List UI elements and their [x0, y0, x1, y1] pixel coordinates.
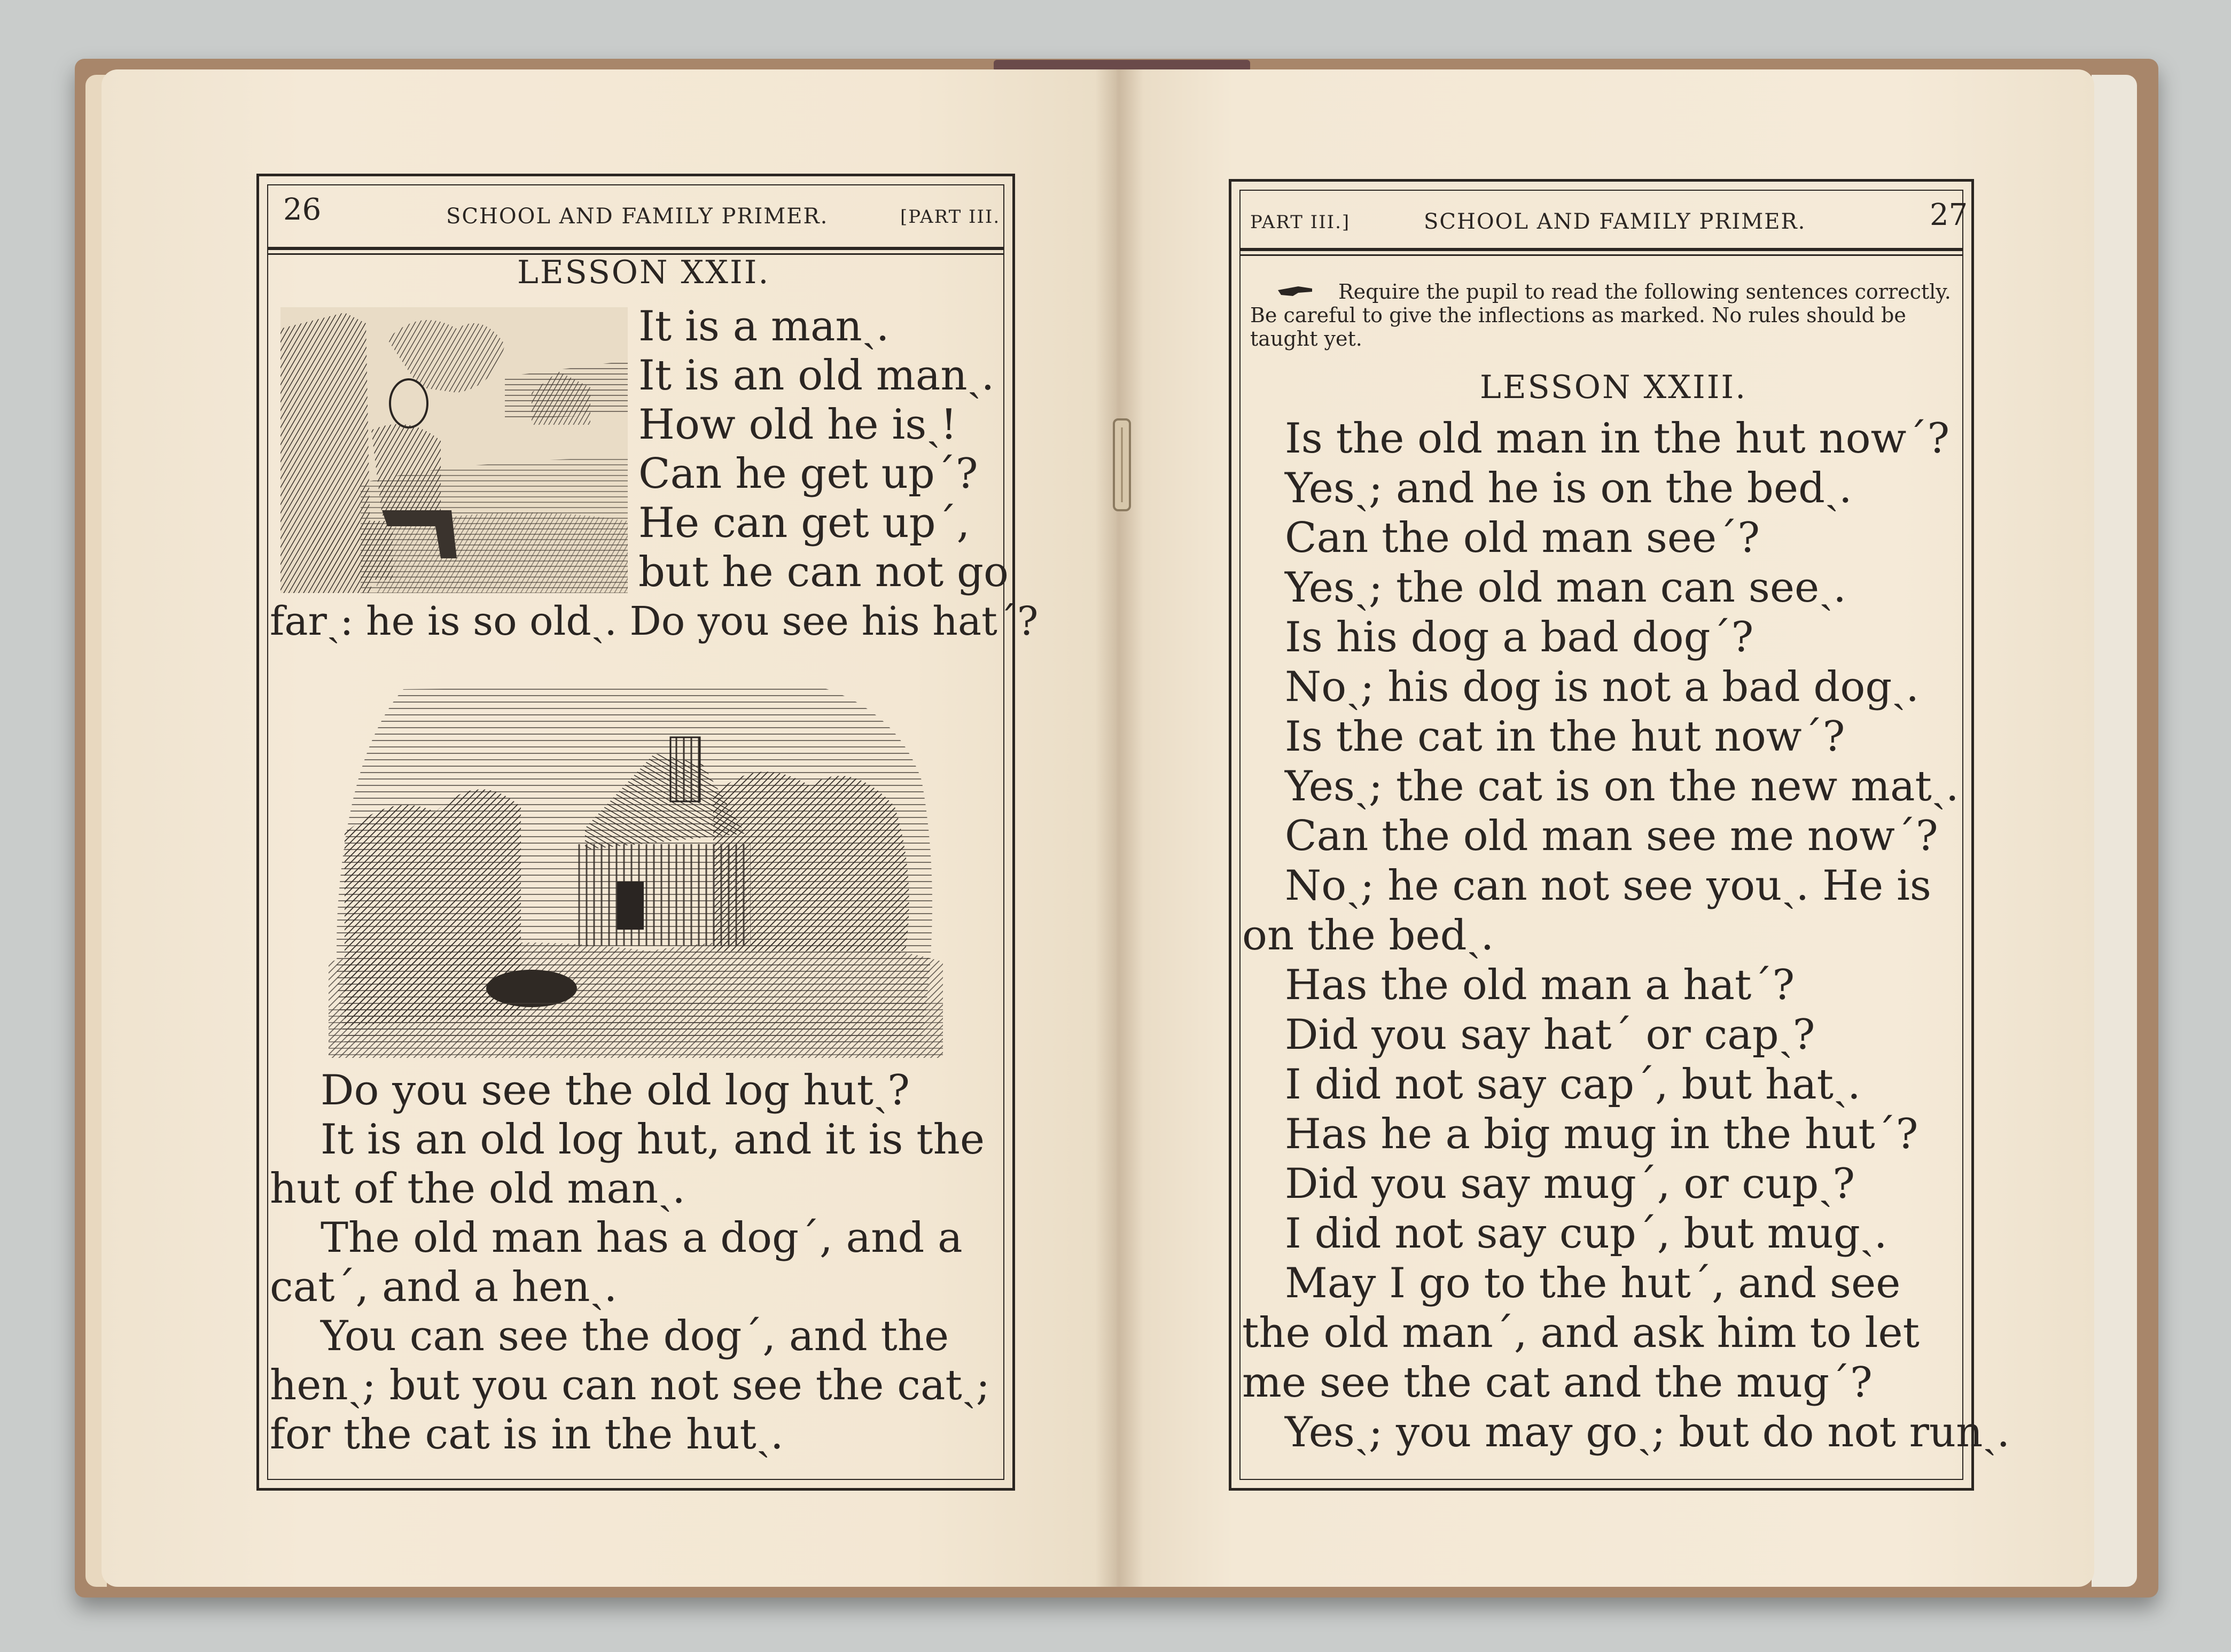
- right-header-rule: [1239, 248, 1963, 251]
- engraving-log-hut: [329, 673, 943, 1058]
- lesson-line: Did you say hatˊ or capˎ?: [1285, 1011, 1815, 1059]
- lesson-line: It is an old manˎ.: [638, 352, 995, 400]
- lesson-line: The old man has a dogˊ, and a: [321, 1214, 963, 1262]
- lesson-line: It is a manˎ.: [638, 302, 890, 350]
- lesson-line: Has he a big mug in the hutˊ?: [1285, 1110, 1918, 1158]
- lesson-line: Yesˎ; and he is on the bedˎ.: [1285, 464, 1852, 512]
- lesson-line: I did not say capˊ, but hatˎ.: [1285, 1061, 1861, 1109]
- lesson-line: Is his dog a bad dogˊ?: [1285, 613, 1754, 661]
- running-head: SCHOOL AND FAMILY PRIMER.: [446, 204, 829, 229]
- lesson-line: hut of the old manˎ.: [270, 1165, 685, 1213]
- lesson-line: for the cat is in the hutˎ.: [270, 1411, 784, 1459]
- lesson-line: Can the old man seeˊ?: [1285, 514, 1760, 562]
- lesson-line: farˎ: he is so oldˎ. Do you see his hatˊ?: [270, 598, 1039, 644]
- lesson-line: Is the old man in the hut nowˊ?: [1285, 415, 1950, 463]
- lesson-line: Can the old man see me nowˊ?: [1285, 812, 1938, 860]
- lesson-line: Do you see the old log hutˎ?: [321, 1066, 910, 1115]
- page-number: 27: [1930, 198, 1968, 232]
- lesson-line: Noˎ; he can not see youˎ. He is: [1285, 862, 1931, 910]
- lesson-line: Can he get upˊ?: [638, 450, 978, 498]
- lesson-line: He can get upˊ,: [638, 499, 970, 547]
- teacher-note: taught yet.: [1250, 327, 1362, 350]
- page-number: 26: [283, 192, 322, 227]
- lesson-line: henˎ; but you can not see the catˎ;: [270, 1361, 990, 1409]
- binding-stitch-icon: [1109, 417, 1135, 513]
- lesson-line: Noˎ; his dog is not a bad dogˎ.: [1285, 663, 1920, 711]
- lesson-line: I did not say cupˊ, but mugˎ.: [1285, 1210, 1887, 1258]
- right-header-rule-thin: [1239, 254, 1963, 256]
- part-label: [PART III.: [900, 206, 1001, 228]
- lesson-line: May I go to the hutˊ, and see: [1285, 1259, 1901, 1307]
- lesson-line: Is the cat in the hut nowˊ?: [1285, 713, 1845, 761]
- lesson-line: on the bedˎ.: [1242, 911, 1494, 960]
- lesson-line: Yesˎ; the cat is on the new matˎ.: [1285, 762, 1959, 811]
- left-header-rule: [267, 247, 1004, 250]
- part-label: PART III.]: [1250, 212, 1351, 233]
- book-gutter: [1095, 69, 1143, 1587]
- lesson-line: the old manˊ, and ask him to let: [1242, 1309, 1920, 1357]
- lesson-line: Yesˎ; the old man can seeˎ.: [1285, 564, 1846, 612]
- lesson-title: LESSON XXII.: [517, 254, 770, 291]
- pointing-hand-icon: [1277, 282, 1314, 298]
- lesson-line: You can see the dogˊ, and the: [321, 1312, 949, 1360]
- lesson-line: but he can not go: [638, 548, 1009, 596]
- teacher-note: Be careful to give the inflections as marked. No rules should be: [1250, 303, 1906, 327]
- lesson-line: catˊ, and a henˎ.: [270, 1263, 618, 1311]
- lesson-line: It is an old log hut, and it is the: [321, 1116, 985, 1164]
- lesson-line: Yesˎ; you may goˎ; but do not runˎ.: [1285, 1408, 2010, 1456]
- lesson-line: How old he isˎ!: [638, 401, 957, 449]
- lesson-line: me see the cat and the mugˊ?: [1242, 1359, 1873, 1407]
- lesson-line: Has the old man a hatˊ?: [1285, 961, 1795, 1009]
- right-page-edges: [2092, 75, 2137, 1587]
- lesson-line: Did you say mugˊ, or cupˎ?: [1285, 1160, 1855, 1208]
- lesson-title: LESSON XXIII.: [1480, 369, 1748, 406]
- teacher-note: Require the pupil to read the following sentences correctly.: [1338, 280, 1951, 303]
- engraving-old-man: [280, 307, 628, 593]
- running-head: SCHOOL AND FAMILY PRIMER.: [1424, 209, 1806, 234]
